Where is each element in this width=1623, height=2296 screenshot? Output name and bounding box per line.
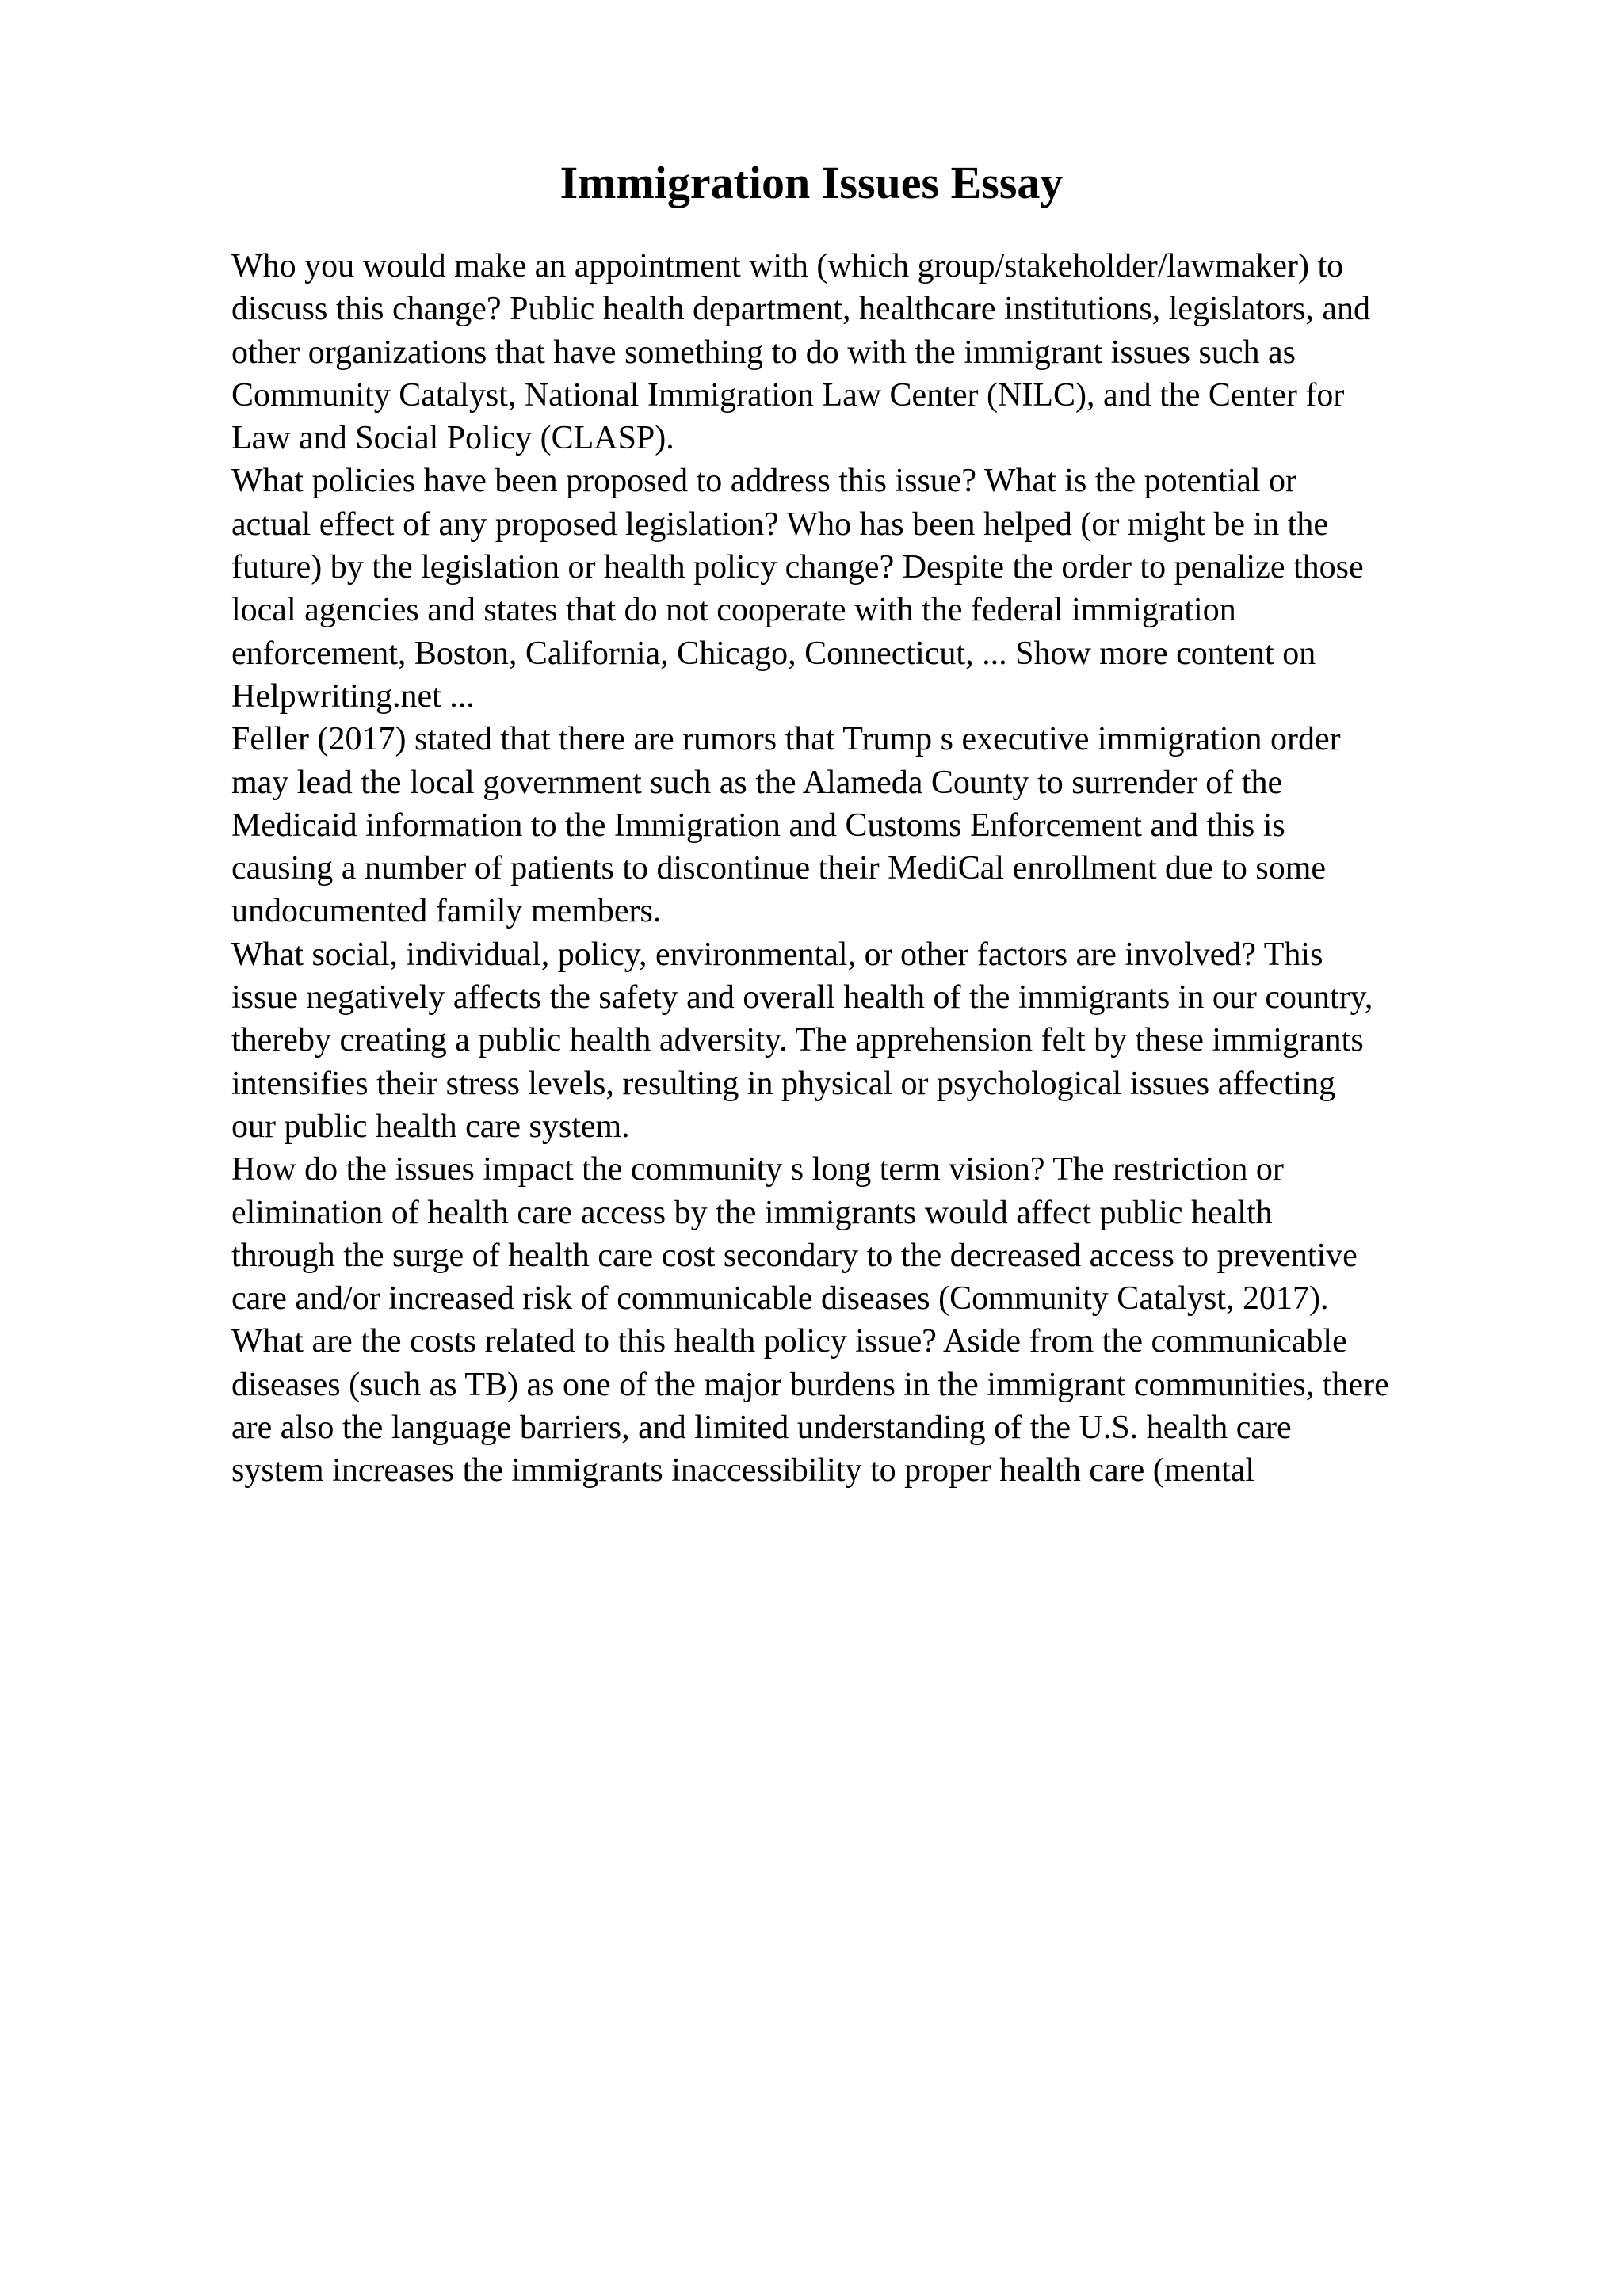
text-line: What are the costs related to this health policy issue? Aside from the communicable — [231, 1323, 1347, 1360]
text-line: Community Catalyst, National Immigration Law Center (NILC), and the Center for — [231, 376, 1345, 414]
text-line: Helpwriting.net ... — [231, 677, 475, 715]
text-line: are also the language barriers, and limited understanding of the U.S. health care — [231, 1409, 1292, 1447]
text-line: actual effect of any proposed legislation? Who has been helped (or might be in the — [231, 505, 1328, 543]
text-line: What policies have been proposed to address this issue? What is the potential or — [231, 463, 1297, 500]
text-line: future) by the legislation or health policy change? Despite the order to penalize those — [231, 549, 1364, 586]
text-line: causing a number of patients to discontinue their MediCal enrollment due to some — [231, 850, 1327, 887]
text-line: Medicaid information to the Immigration and Customs Enforcement and this is — [231, 807, 1285, 844]
document-title: Immigration Issues Essay — [559, 157, 1064, 208]
text-line: through the surge of health care cost secondary to the decreased access to preventive — [231, 1237, 1358, 1274]
document-body — [231, 245, 1531, 1493]
text-line: diseases (such as TB) as one of the major burdens in the immigrant communities, there — [231, 1366, 1389, 1403]
text-line: may lead the local government such as the Alameda County to surrender of the — [231, 764, 1283, 801]
text-line: Who you would make an appointment with (which group/stakeholder/lawmaker) to — [231, 248, 1344, 284]
text-line: intensifies their stress levels, resulting in physical or psychological issues affecting — [231, 1065, 1336, 1102]
text-line: system increases the immigrants inaccessibility to proper health care (mental — [231, 1452, 1255, 1489]
text-line: undocumented family members. — [231, 893, 662, 930]
text-line: issue negatively affects the safety and overall health of the immigrants in our country, — [231, 979, 1373, 1016]
text-line: other organizations that have something to do with the immigrant issues such as — [231, 334, 1296, 371]
text-line: local agencies and states that do not cooperate with the federal immigration — [231, 592, 1236, 629]
text-line: discuss this change? Public health department, healthcare institutions, legislators, and — [231, 291, 1370, 328]
text-line: thereby creating a public health adversity. The apprehension felt by these immigrants — [231, 1022, 1364, 1059]
text-line: What social, individual, policy, environmental, or other factors are involved? This — [231, 936, 1323, 973]
text-line: Law and Social Policy (CLASP). — [231, 420, 674, 457]
text-line: Feller (2017) stated that there are rumors that Trump s executive immigration order — [231, 721, 1341, 758]
text-line: elimination of health care access by the immigrants would affect public health — [231, 1194, 1273, 1231]
text-line: How do the issues impact the community s long term vision? The restriction or — [231, 1151, 1284, 1188]
text-line: our public health care system. — [231, 1108, 630, 1145]
text-line: care and/or increased risk of communicable diseases (Community Catalyst, 2017). — [231, 1280, 1329, 1318]
text-line: enforcement, Boston, California, Chicago, Connecticut, ... Show more content on — [231, 635, 1316, 672]
